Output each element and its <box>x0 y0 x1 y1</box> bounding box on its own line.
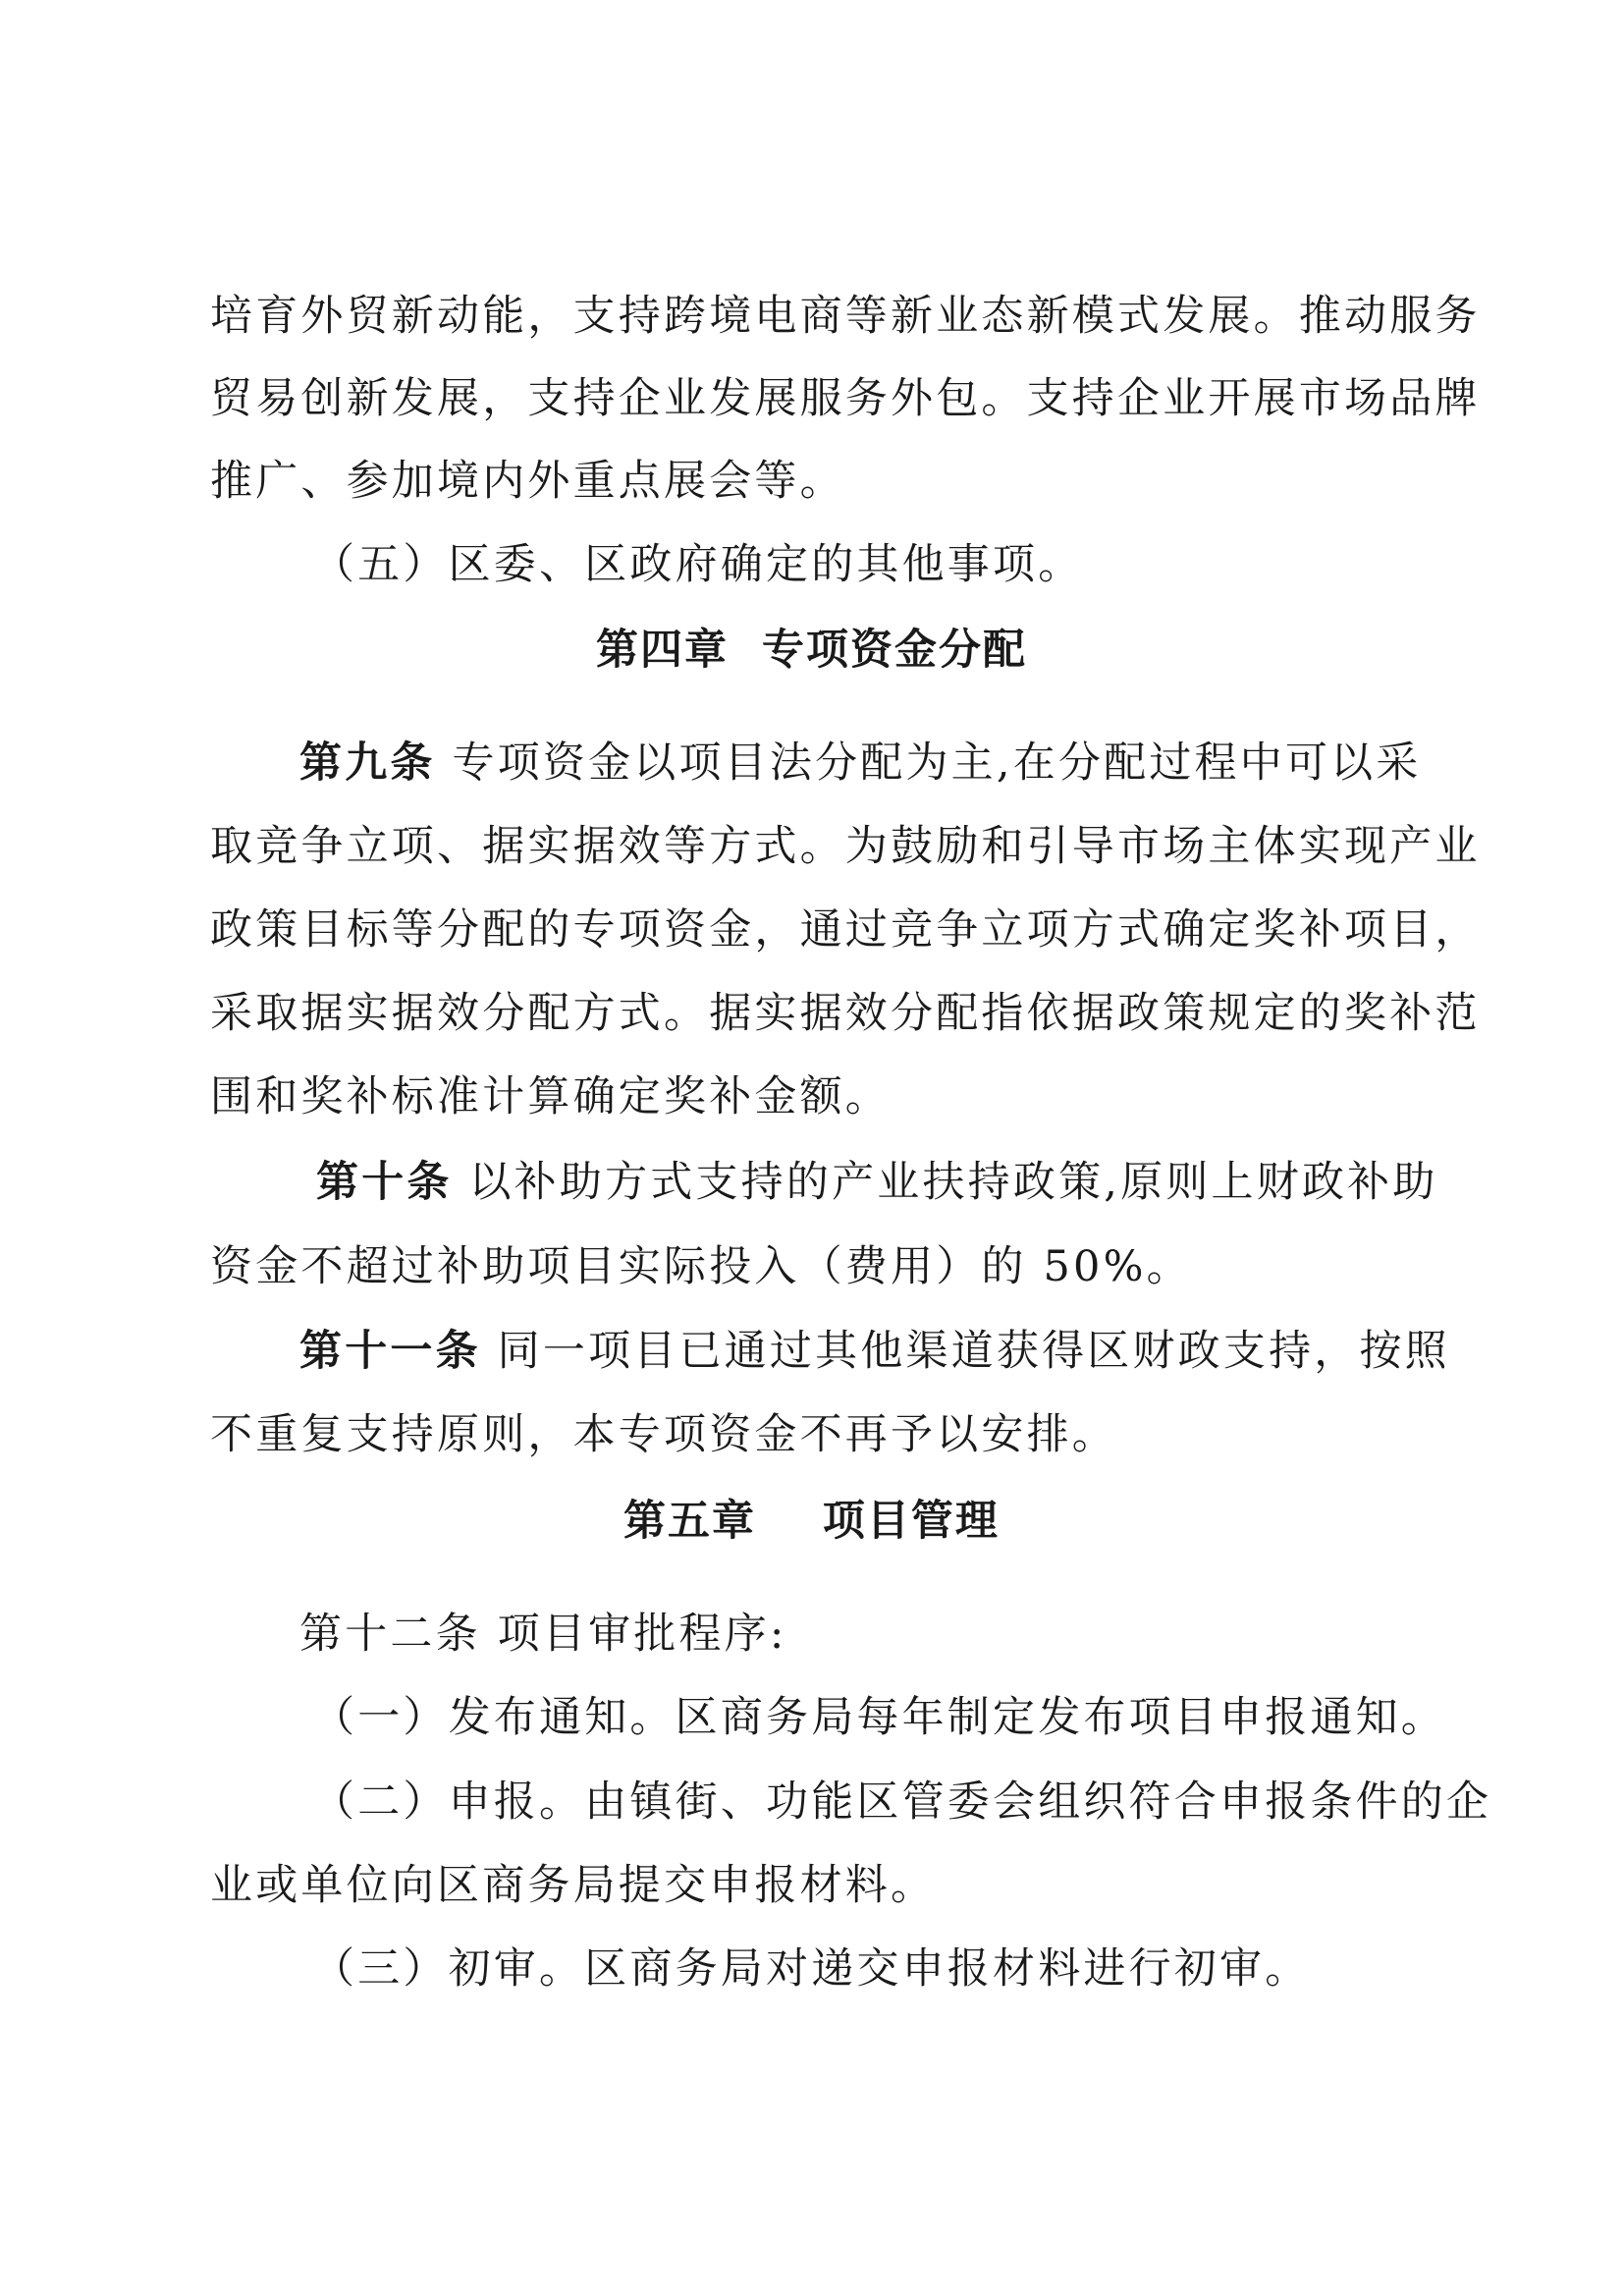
article-label: 第九条 <box>299 738 436 788</box>
paragraph-line: 培育外贸新动能，支持跨境电商等新业态新模式发展。推动服务 <box>210 292 1481 341</box>
paragraph-line: （二）申报。由镇街、功能区管委会组织符合申报条件的企 <box>312 1777 1492 1827</box>
article-first-line <box>316 1153 1524 1212</box>
article-first-line <box>299 1322 1507 1381</box>
chapter-heading: 第五章 项目管理 <box>623 1497 1000 1546</box>
paragraph-line: 不重复支持原则，本专项资金不再予以安排。 <box>210 1410 1117 1459</box>
paragraph-line: （一）发布通知。区商务局每年制定发布项目申报通知。 <box>312 1693 1446 1742</box>
paragraph-line: 政策目标等分配的专项资金，通过竞争立项方式确定奖补项目， <box>210 905 1481 955</box>
article-text: 专项资金以项目法分配为主,在分配过程中可以采 <box>435 738 1422 788</box>
paragraph-line: 采取据实据效分配方式。据实据效分配指依据政策规定的奖补范 <box>210 989 1481 1038</box>
paragraph-line: 贸易创新发展，支持企业发展服务外包。支持企业开展市场品牌 <box>210 374 1481 423</box>
chapter-heading: 第四章 专项资金分配 <box>596 626 1027 675</box>
paragraph-line: （三）初审。区商务局对递交申报材料进行初审。 <box>312 1944 1311 1994</box>
paragraph-line: 资金不超过补助项目实际投入（费用）的 50%。 <box>210 1242 1192 1291</box>
paragraph-line: （五）区委、区政府确定的其他事项。 <box>312 540 1084 589</box>
paragraph-line: 业或单位向区商务局提交申报材料。 <box>210 1861 937 1910</box>
article-text: 以补助方式支持的产业扶持政策,原则上财政补助 <box>452 1158 1438 1207</box>
paragraph-line: 取竞争立项、据实据效等方式。为鼓励和引导市场主体实现产业 <box>210 822 1481 871</box>
paragraph-line: 围和奖补标准计算确定奖补金额。 <box>210 1072 891 1121</box>
paragraph-line: 推广、参加境内外重点展会等。 <box>210 457 845 506</box>
article-label: 第十一条 <box>299 1327 481 1376</box>
article-label: 第十条 <box>316 1158 453 1207</box>
article-text: 同一项目已通过其他渠道获得区财政支持，按照 <box>480 1327 1450 1376</box>
paragraph-line: 第十二条 项目审批程序: <box>299 1610 787 1659</box>
article-first-line <box>299 734 1507 793</box>
